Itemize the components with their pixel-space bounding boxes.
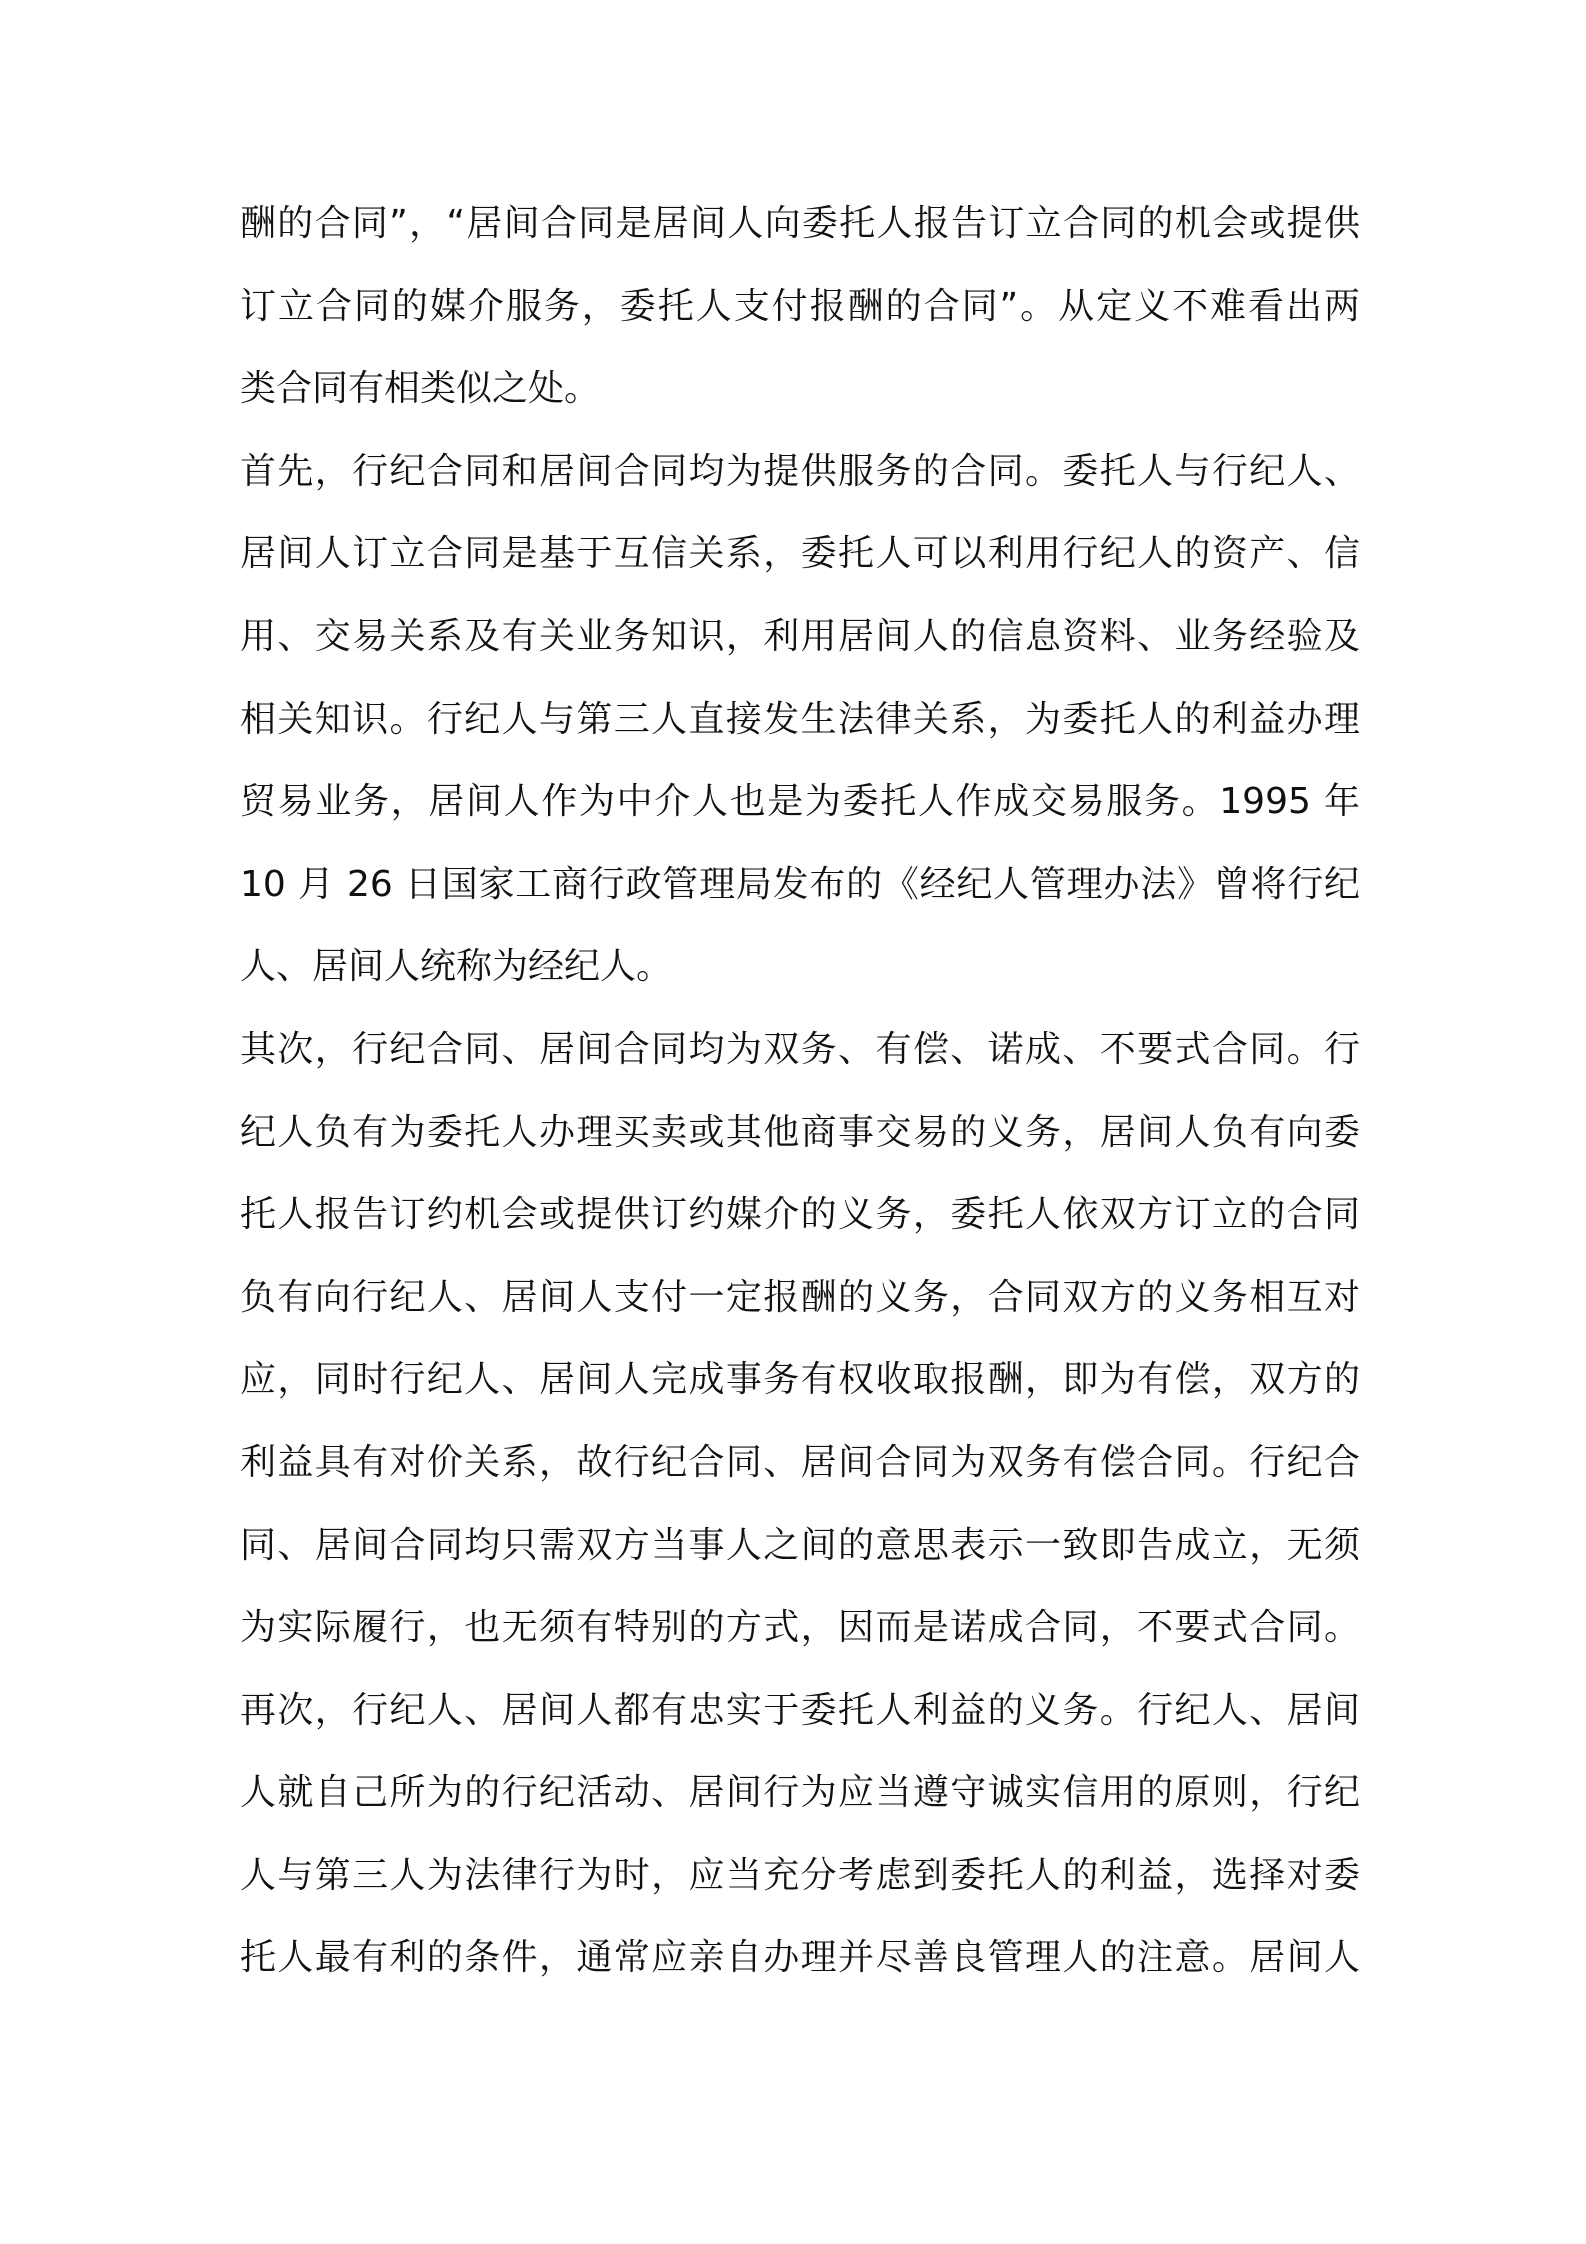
paragraph — [240, 1009, 1360, 1670]
text-line: 人、居间人统称为经纪人。 — [240, 946, 673, 988]
text-line: 利益具有对价关系，故行纪合同、居间合同为双务有偿合同。行纪合 — [240, 1441, 1360, 1483]
text-line: 类合同有相类似之处。 — [240, 368, 601, 410]
document-body — [240, 183, 1360, 2000]
text-line: 再次，行纪人、居间人都有忠实于委托人利益的义务。行纪人、居间 — [240, 1689, 1360, 1731]
text-line: 相关知识。行纪人与第三人直接发生法律关系，为委托人的利益办理 — [240, 698, 1360, 740]
text-line: 居间人订立合同是基于互信关系，委托人可以利用行纪人的资产、信 — [240, 533, 1360, 575]
text-line: 其次，行纪合同、居间合同均为双务、有偿、诺成、不要式合同。行 — [240, 1028, 1360, 1070]
paragraph — [240, 183, 1360, 431]
paragraph — [240, 1670, 1360, 2000]
text-line: 托人最有利的条件，通常应亲自办理并尽善良管理人的注意。居间人 — [240, 1937, 1360, 1979]
text-line: 贸易业务，居间人作为中介人也是为委托人作成交易服务。1995 年 — [240, 781, 1360, 823]
text-line: 10 月 26 日国家工商行政管理局发布的《经纪人管理办法》曾将行纪 — [240, 863, 1360, 905]
text-line: 应，同时行纪人、居间人完成事务有权收取报酬，即为有偿，双方的 — [240, 1359, 1360, 1401]
text-line: 订立合同的媒介服务，委托人支付报酬的合同”。从定义不难看出两 — [240, 285, 1360, 327]
text-line: 纪人负有为委托人办理买卖或其他商事交易的义务，居间人负有向委 — [240, 1111, 1360, 1153]
text-line: 为实际履行，也无须有特别的方式，因而是诺成合同，不要式合同。 — [240, 1607, 1360, 1649]
text-line: 同、居间合同均只需双方当事人之间的意思表示一致即告成立，无须 — [240, 1524, 1360, 1566]
text-line: 用、交易关系及有关业务知识，利用居间人的信息资料、业务经验及 — [240, 615, 1360, 657]
text-line: 首先，行纪合同和居间合同均为提供服务的合同。委托人与行纪人、 — [240, 450, 1360, 492]
text-line: 人与第三人为法律行为时，应当充分考虑到委托人的利益，选择对委 — [240, 1854, 1360, 1896]
text-line: 负有向行纪人、居间人支付一定报酬的义务，合同双方的义务相互对 — [240, 1276, 1360, 1318]
text-line: 托人报告订约机会或提供订约媒介的义务，委托人依双方订立的合同 — [240, 1194, 1360, 1236]
text-line: 人就自己所为的行纪活动、居间行为应当遵守诚实信用的原则，行纪 — [240, 1772, 1360, 1814]
paragraph — [240, 431, 1360, 1009]
text-line: 酬的合同”，“居间合同是居间人向委托人报告订立合同的机会或提供 — [240, 203, 1360, 244]
